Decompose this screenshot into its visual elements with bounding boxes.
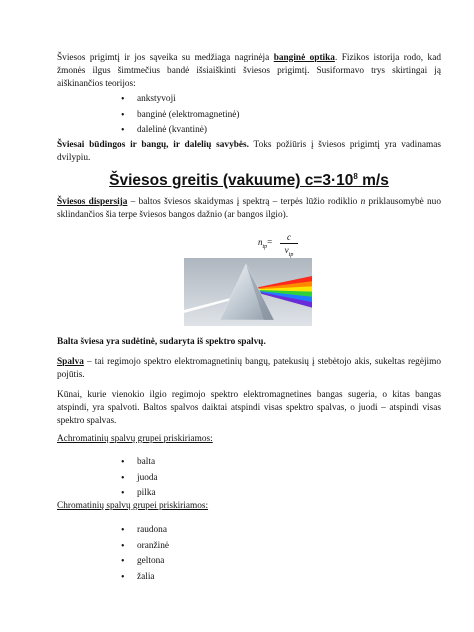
dispersion-term: Šviesos dispersija (57, 197, 128, 207)
list-item: • dalelinė (kvantinė) (121, 123, 239, 139)
document-page: Šviesos prigimtį ir jos sąveika su medžiaga nagrinėja banginė optika. Fizikos istorija rodo, kad žmonės ilgus šimtmečius bandė išsiaiškinti šviesos prigimtį. Susiformavo trys skirtingai ją aiškinančios teorijos: • ankstyvoji • banginė (elektromagnetinė) • dalelinė (kvantinė) Šviesai būdingos ir bangų, ir dalelių savybės. Toks požiūris į šviesos prigimtį yra vadinamas dvilypiu. Šviesos greitis (vakuume) $c=3\cdot 10^8$ m/s Šviesos dispersija – baltos šviesos skaidymas į spektrą – terpės lūžio rodiklio n priklausomybė nuo sklindančios šia terpe šviesos bangos dažnio (ar bangos ilgio). $n_{tp}=$ c $v_{tp}$ Balta šviesa yra sudėtinė, sudaryta iš spektro spalvų. Spalva – tai regimojo spektro elektromagnetinių bangų, patekusių į stebėtojo akis, sukeltas regėjimo pojūtis. Kūnai, kurie vienokio ilgio regimojo spektro elektromagnetines bangas sugeria, o kitas bangas atspindi, yra spalvoti. Baltos spalvos daiktai atspindi visas spektro spalvas, o juodi – atspindi visas spektro spalvas. Achromatinių spalvų grupei priskiriamos: • balta • juoda • pilka Chromatinių spalvų grupei priskiriamos: • raudona • oranžinė • geltona • žalia (0, 0, 474, 632)
list-item: • geltona (121, 554, 169, 570)
dispersion-paragraph: Šviesos dispersija – baltos šviesos skaidymas į spektrą – terpės lūžio rodiklio n priklausomybė nuo sklindančios šia terpe šviesos bangos dažnio (ar bangos ilgio). (57, 197, 441, 220)
wave-optics-term: banginė optika (273, 53, 335, 63)
list-item: • juoda (121, 471, 158, 487)
intro-paragraph (57, 52, 441, 91)
bodies-paragraph: Kūnai, kurie vienokio ilgio regimojo spektro elektromagnetines bangas sugeria, o kitas bangas atspindi, yra spalvoti. Baltos spalvos daiktai atspindi visas spektro spalvas, o juodi – atspindi visas spektro spalvas. (57, 390, 441, 426)
duality-bold: Šviesai būdingos ir bangų, ir dalelių savybės. (57, 140, 249, 150)
color-definition: Spalva – tai regimojo spektro elektromagnetinių bangų, patekusių į stebėtojo akis, sukeltas regėjimo pojūtis. (57, 357, 441, 380)
speed-of-light-heading: Šviesos greitis (vakuume) $c=3\cdot 10^8$ m/s (109, 172, 389, 190)
chromatic-list (121, 523, 169, 585)
list-item: • balta (121, 455, 158, 471)
color-term: Spalva (57, 357, 84, 367)
list-item: • banginė (elektromagnetinė) (121, 108, 239, 124)
list-item: • pilka (121, 486, 158, 502)
list-item: • žalia (121, 570, 169, 586)
intro-part2: . Fizikos istorija rodo, kad žmonės ilgus šimtmečius bandė išsiaiškinti šviesos prigimtį. Susiformavo trys skirtingai ją aiškinančios teorijos: (57, 53, 441, 89)
achromatic-title: Achromatinių spalvų grupei priskiriamos: (57, 434, 213, 444)
prism-image (184, 258, 312, 326)
list-item: • raudona (121, 523, 169, 539)
achromatic-list (121, 455, 158, 502)
white-light-statement: Balta šviesa yra sudėtinė, sudaryta iš spektro spalvų. (57, 337, 266, 347)
list-item: • oranžinė (121, 539, 169, 555)
theories-list (121, 92, 239, 139)
list-item: • ankstyvoji (121, 92, 239, 108)
intro-part1: Šviesos prigimtį ir jos sąveika su medžiaga nagrinėja (57, 53, 274, 63)
duality-paragraph (57, 139, 441, 165)
duality-rest: Toks požiūris į šviesos prigimtį yra vadinamas dvilypiu. (57, 140, 441, 163)
chromatic-title: Chromatinių spalvų grupei priskiriamos: (57, 501, 209, 511)
